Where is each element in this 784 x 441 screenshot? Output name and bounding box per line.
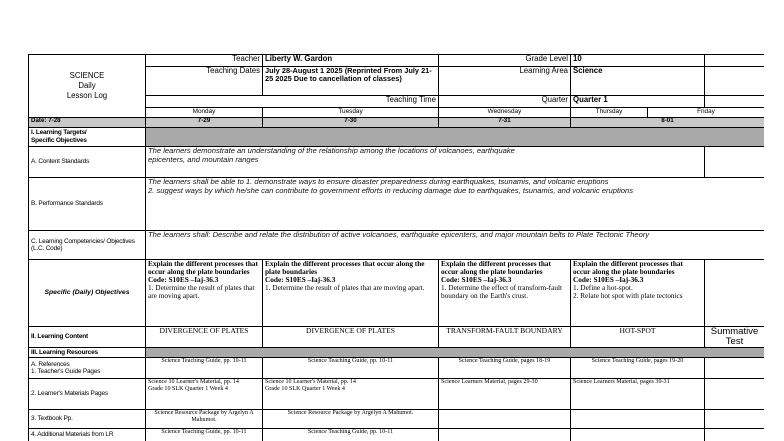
lesson-log-table — [28, 54, 764, 441]
lesson-log-title — [29, 55, 146, 118]
content-wednesday: TRANSFORM-FAULT BOUNDARY — [439, 327, 571, 348]
specific-objective-tuesday — [263, 260, 439, 327]
objectives-bar — [146, 128, 765, 147]
date-tuesday: 7-29 — [146, 118, 263, 128]
blank-cell — [571, 410, 705, 429]
title-line-science: SCIENCE — [69, 71, 105, 81]
blank-cell — [705, 96, 765, 108]
specific-objectives-label: Specific (Daily) Objectives — [29, 260, 146, 327]
grade-level-label: Grade Level — [439, 55, 571, 67]
blank-cell — [439, 429, 571, 441]
content-standards-text: The learners demonstrate an understanding of the relationship among the locations of volcanoes, earthquake epicenters, and mountain ranges — [146, 147, 705, 178]
quarter-label: Quarter — [439, 96, 571, 108]
objective-code: Code: S10ES –Iaj-36.3 — [441, 275, 512, 285]
performance-standards-text: The learners shall be able to 1. demonstrate ways to ensure disaster preparedness during earthquakes, tsunamis, and volcanic eruptions 2. suggest ways by which he/she can contribute to government efforts in reducing damage due to earthquakes, tsunamis, and volcanic eruptions — [146, 178, 765, 231]
date-friday: 8-01 — [571, 118, 765, 128]
lm-tuesday: Science 10 Learner's Material, pp. 14 Grade 10 SLK Quarter 1 Week 4 — [263, 379, 439, 410]
tg-wednesday: Science Teaching Guide, pages 18-19 — [439, 358, 571, 379]
objective-code: Code: S10ES –Iaj-36.3 — [265, 275, 336, 285]
tg-monday: Science Teaching Guide, pp. 10-11 — [146, 358, 263, 379]
blank-cell — [705, 67, 765, 96]
day-thursday: Thursday — [571, 108, 648, 118]
teaching-dates-label: Teaching Dates — [146, 67, 263, 96]
objective-items: 1. Determine the effect of transform-fault boundary on the Earth's crust. — [441, 283, 563, 301]
date-wednesday: 7-30 — [263, 118, 439, 128]
lm-thursday: Science Learners Material, pages 30-31 — [571, 379, 705, 410]
blank-cell — [705, 379, 765, 410]
tg-thursday: Science Teaching Guide, pages 19-20 — [571, 358, 705, 379]
blank-cell — [705, 147, 765, 178]
quarter-value: Quarter 1 — [571, 96, 705, 108]
specific-objective-monday — [146, 260, 263, 327]
objective-heading: Explain the different processes that occur along the plate boundaries — [573, 259, 683, 277]
competencies-label: C. Learning Competencies/ Objectives (L.C. Code) — [29, 231, 146, 260]
content-tuesday: DIVERGENCE OF PLATES — [263, 327, 439, 348]
blank-cell — [705, 429, 765, 441]
lm-monday: Science 10 Learner's Material, pp. 14 Grade 10 SLK Quarter 1 Week 4 — [146, 379, 263, 410]
learning-area-value: Science — [571, 67, 705, 96]
learners-materials-label: 2. Learner's Materials Pages — [29, 379, 146, 410]
learning-content-label: II. Learning Content — [29, 327, 146, 348]
objectives-heading: I. Learning Targets/ Specific Objectives — [29, 128, 146, 147]
title-line-daily: Daily — [78, 81, 96, 91]
blank-cell — [705, 410, 765, 429]
content-standards-label: A. Content Standards — [29, 147, 146, 178]
date-thursday: 7-31 — [439, 118, 571, 128]
objective-items: 1. Determine the result of plates that are moving apart. — [148, 283, 255, 301]
learning-area-label: Learning Area — [439, 67, 571, 96]
additional-tuesday: Science Teaching Guide, pp. 10-11 — [263, 429, 439, 441]
references-label: A. References 1. Teacher's Guide Pages — [29, 358, 146, 379]
tg-tuesday: Science Teaching Guide, pp. 10-11 — [263, 358, 439, 379]
content-friday: Summative Test — [705, 327, 765, 348]
teacher-label: Teacher — [146, 55, 263, 67]
objective-heading: Explain the different processes that occur along the plate boundaries — [265, 259, 425, 277]
competencies-text: The learners shall: Describe and relate the distribution of active volcanoes, earthquake epicenters, and major mountain belts to Plate Tectonic Theory — [146, 231, 765, 260]
teacher-value: Liberty W. Gardon — [263, 55, 439, 67]
day-friday: Friday — [648, 108, 765, 118]
learning-resources-label: III. Learning Resources — [29, 348, 146, 358]
additional-monday: Science Teaching Guide, pp. 10-11 — [146, 429, 263, 441]
blank-cell — [571, 429, 705, 441]
title-line-lesson-log: Lesson Log — [66, 90, 108, 100]
performance-standards-label: B. Performance Standards — [29, 178, 146, 231]
specific-objective-wednesday — [439, 260, 571, 327]
objective-code: Code: S10ES –Iaj-36.3 — [148, 275, 219, 285]
objective-heading: Explain the different processes that occur along the plate boundaries — [148, 259, 258, 277]
teaching-time-label: Teaching Time — [146, 96, 439, 108]
learning-resources-bar — [146, 348, 765, 358]
objective-items: 1. Determine the result of plates that are moving apart. — [265, 283, 425, 293]
specific-objective-thursday — [571, 260, 705, 327]
blank-cell — [705, 260, 765, 327]
objective-code: Code: S10ES –Iaj-36.3 — [573, 275, 644, 285]
date-monday: Date: 7-28 — [29, 118, 146, 128]
daily-lesson-log — [28, 54, 764, 441]
day-tuesday: Tuesday — [263, 108, 439, 118]
textbook-monday: Science Resource Package by Argelyn A Mahumot. — [146, 410, 263, 429]
grade-level-value: 10 — [571, 55, 705, 67]
day-wednesday: Wednesday — [439, 108, 571, 118]
content-thursday: HOT-SPOT — [571, 327, 705, 348]
blank-cell — [439, 410, 571, 429]
additional-materials-label: 4. Additional Materials from LR — [29, 429, 146, 441]
teaching-dates-value: July 28-August 1 2025 (Reprinted From July 21-25 2025 Due to cancellation of classes) — [263, 67, 439, 96]
objective-heading: Explain the different processes that occur along the plate boundaries — [441, 259, 551, 277]
content-monday: DIVERGENCE OF PLATES — [146, 327, 263, 348]
day-monday: Monday — [146, 108, 263, 118]
objective-items: 1. Define a hot-spot. 2. Relate hot spot with plate tectonics — [573, 283, 683, 301]
blank-cell — [705, 55, 765, 67]
textbook-label: 3. Textbook Pp. — [29, 410, 146, 429]
blank-cell — [705, 358, 765, 379]
lm-wednesday: Science Learners Material, pages 29-30 — [439, 379, 571, 410]
textbook-tuesday: Science Resource Package by Argelyn A Mahumot. — [263, 410, 439, 429]
